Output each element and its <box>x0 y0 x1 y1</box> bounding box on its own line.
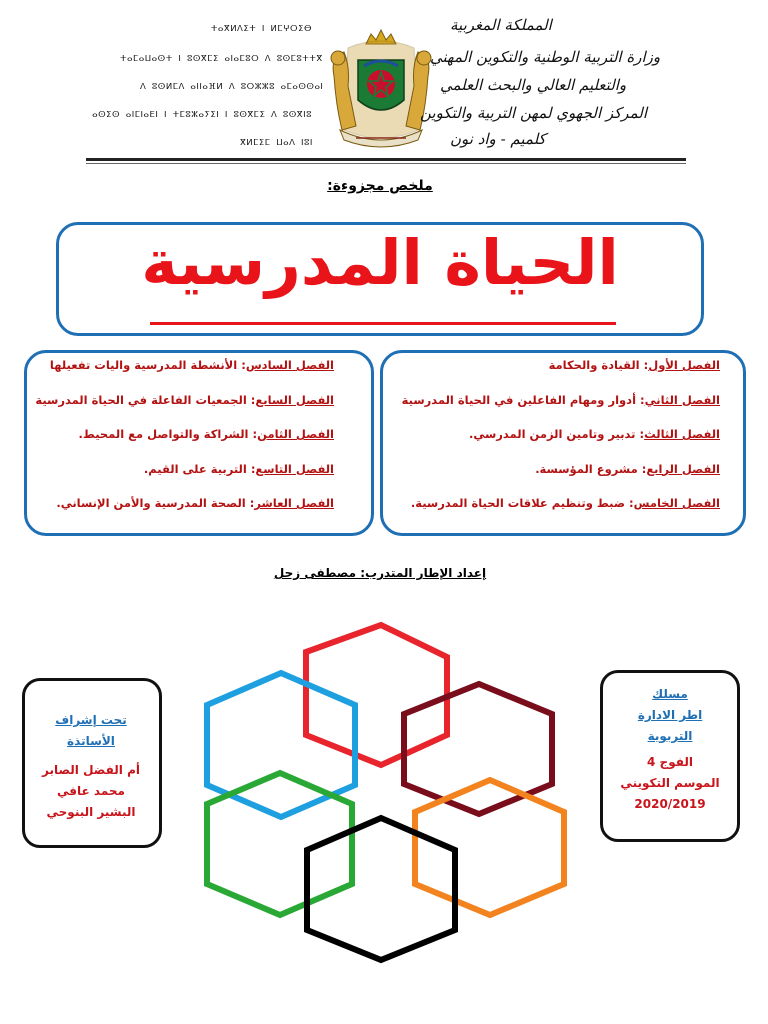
chapter-text: أدوار ومهام الفاعلين في الحياة المدرسية <box>401 392 637 407</box>
supervisor-name: البشير البنوحي <box>46 805 136 819</box>
chapter-text: الصحة المدرسية والأمن الإنساني. <box>56 496 246 510</box>
chapter-separator: : <box>237 358 246 372</box>
chapter-separator: : <box>245 496 255 510</box>
tifinagh-line-1: ⵜⴰⴳⵍⴷⵉⵜ ⵏ ⵍⵎⵖⵔⵉⴱ <box>210 24 312 34</box>
chapter-separator: : <box>635 427 645 441</box>
arabic-line-kingdom: المملكة المغربية <box>450 16 552 34</box>
supervisor-name: أم الفضل الصابر <box>42 763 140 777</box>
track-year: 2020/2019 <box>634 797 706 811</box>
chapter-text: الأنشطة المدرسية واليات تفعيلها <box>49 358 238 372</box>
chapter-label: الفصل الثالث <box>644 427 720 441</box>
arabic-line-region: كلميم - واد نون <box>450 130 546 148</box>
chapter-text: ضبط وتنظيم علاقات الحياة المدرسية. <box>410 496 625 510</box>
chapter-text: الجمعيات الفاعلة في الحياة المدرسية <box>35 392 247 407</box>
tifinagh-line-3: ⴷ ⵓⵙⵍⵎⴷ ⴰⵏⵏⴰⴼⵍ ⴷ ⵓⵔⵣⵣⵓ ⴰⵎⴰⵙⵙⴰⵏ <box>140 82 324 92</box>
tifinagh-line-2: ⵜⴰⵎⴰⵡⴰⵙⵜ ⵏ ⵓⵙⴳⵎⵉ ⴰⵏⴰⵎⵓⵔ ⴷ ⵓⵙⵎⵓⵜⵜⴳ <box>120 54 323 64</box>
track-season: الموسم التكويني <box>620 776 720 790</box>
chapter-label: الفصل السابع <box>255 392 334 407</box>
supervision-heading-line1: تحت إشراف <box>55 713 127 727</box>
chapter-separator: : <box>246 392 256 407</box>
chapter-separator: : <box>636 392 645 407</box>
chapter-separator: : <box>248 427 258 441</box>
tifinagh-line-4: ⴰⵙⵉⵙ ⴰⵏⵎⵏⴰⴹⵏ ⵏ ⵜⵎⵓⵣⴰⵢⵉⵏ ⵏ ⵓⵙⴳⵎⵉ ⴷ ⵓⵙⴳⵏⵓ <box>92 110 312 120</box>
track-heading-line3: التربوية <box>647 729 693 743</box>
chapter-text: التربية على القيم. <box>143 461 247 476</box>
track-group: الفوج 4 <box>647 755 693 769</box>
chapter-label: الفصل الثامن <box>257 427 334 441</box>
page-title: الحياة المدرسية <box>141 226 619 299</box>
summary-label: ملخص مجزوءة: <box>327 178 433 194</box>
chapter-text: القيادة والحكامة <box>548 358 640 372</box>
hexagon-orange <box>415 780 564 915</box>
prepared-by: إعداد الإطار المتدرب: مصطفى زحل <box>273 566 487 580</box>
chapter-label: الفصل الثاني <box>644 392 720 407</box>
chapter-separator: : <box>637 461 647 476</box>
chapter-label: الفصل السادس <box>245 358 334 372</box>
supervision-heading-line2: الأساتذة <box>67 734 115 748</box>
arabic-line-higher-education: والتعليم العالي والبحث العلمي <box>440 76 627 94</box>
chapter-text: مشروع المؤسسة. <box>535 461 638 476</box>
chapter-label: الفصل العاشر <box>254 496 334 510</box>
chapter-label: الفصل الخامس <box>633 496 720 510</box>
track-heading-line2: اطر الادارة <box>637 708 703 722</box>
track-heading-line1: مسلك <box>652 687 688 701</box>
chapter-separator: : <box>246 461 256 476</box>
arabic-line-regional-center: المركز الجهوي لمهن التربية والتكوين <box>420 104 647 122</box>
arabic-line-ministry: وزارة التربية الوطنية والتكوين المهني <box>430 48 661 66</box>
chapter-separator: : <box>639 358 649 372</box>
hexagon-green <box>207 773 352 915</box>
supervisor-name: محمد عافي <box>57 784 125 798</box>
chapter-text: تدبير وتامين الزمن المدرسي. <box>468 427 636 441</box>
chapter-separator: : <box>625 496 634 510</box>
chapter-label: الفصل التاسع <box>255 461 334 476</box>
tifinagh-line-5: ⴳⵍⵎⵉⵎ ⵡⴰⴷ ⵏⵓⵏ <box>240 138 313 148</box>
chapter-label: الفصل الأول <box>648 358 720 372</box>
chapter-text: الشراكة والتواصل مع المحيط. <box>78 427 249 441</box>
chapter-label: الفصل الرابع <box>646 461 720 476</box>
